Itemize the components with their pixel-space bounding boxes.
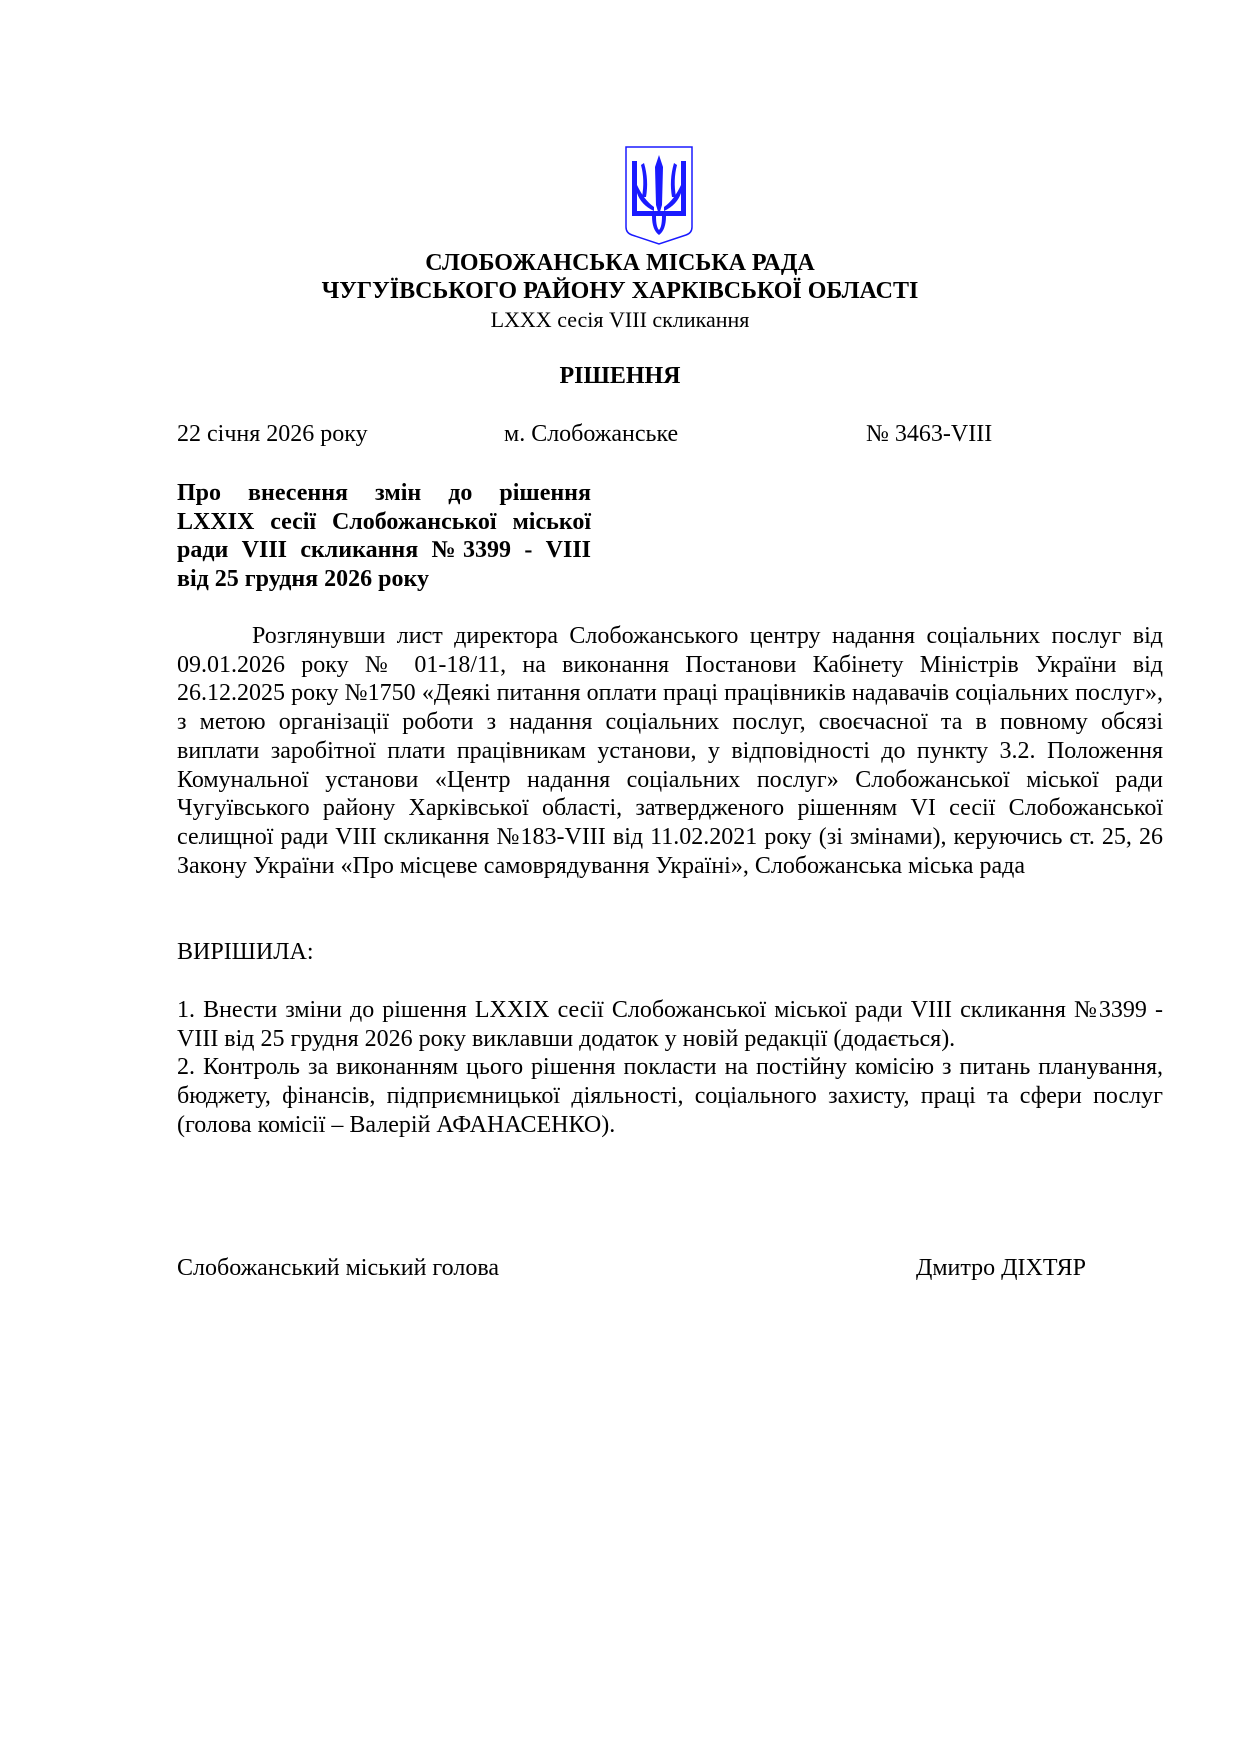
decision-date: 22 січня 2026 року	[177, 421, 368, 447]
resolved-heading: ВИРІШИЛА:	[177, 939, 314, 965]
session-label: LXXX сесія VIII скликання	[490, 307, 750, 332]
signatory-title: Слобожанський міський голова	[177, 1255, 499, 1281]
subject-line: ради VIII скликання №3399 - VIII	[177, 537, 591, 564]
subject-line: LXXIX сесії Слобожанської міської	[177, 508, 591, 535]
preamble-paragraph: Розглянувши лист директора Слобожанського центру надання соціальних послуг від 09.01.2026 року № 01-18/11, на виконання Постанови Кабінету Міністрів України від 26.12.2025 року №1750 «Деякі питання оплати праці працівників надавачів соціальних послуг», з метою організації роботи з надання соціальних послуг, своєчасної та в повному обсязі виплати заробітної плати працівникам установи, у відповідності до пункту 3.2. Положення Комунальної установи «Центр надання соціальних послуг» Слобожанської міської ради Чугуївського району Харківської області, затвердженого рішенням VI сесії Слобожанської селищної ради VIII скликання №183-VIII від 11.02.2021 року (зі змінами), керуючись ст. 25, 26 Закону України «Про місцеве самоврядування Україні», Слобожанська міська рада	[177, 623, 1163, 879]
resolution-items	[177, 996, 1163, 1140]
resolution-item: 2. Контроль за виконанням цього рішення покласти на постійну комісію з питань планування, бюджету, фінансів, підприємницької діяльності, соціального захисту, праці та сфери послуг (голова комісії – Валерій АФАНАСЕНКО).	[177, 1054, 1163, 1138]
council-name: СЛОБОЖАНСЬКА МІСЬКА РАДА	[425, 250, 815, 276]
decision-number: № 3463-VIII	[866, 421, 993, 447]
decision-subject	[177, 479, 591, 594]
subject-line: Про внесення змін до рішення	[177, 480, 591, 506]
signatory-name: Дмитро ДІХТЯР	[916, 1255, 1086, 1281]
coat-of-arms-icon	[624, 145, 694, 245]
district-name: ЧУГУЇВСЬКОГО РАЙОНУ ХАРКІВСЬКОЇ ОБЛАСТІ	[321, 278, 919, 304]
document-type: РІШЕННЯ	[559, 363, 681, 389]
decision-place: м. Слобожанське	[504, 421, 679, 447]
resolution-item: 1. Внести зміни до рішення LXXIX сесії Слобожанської міської ради VIII скликання №3399 - VIII від 25 грудня 2026 року виклавши додаток у новій редакції (додається).	[177, 997, 1163, 1052]
subject-line: від 25 грудня 2026 року	[177, 566, 429, 593]
